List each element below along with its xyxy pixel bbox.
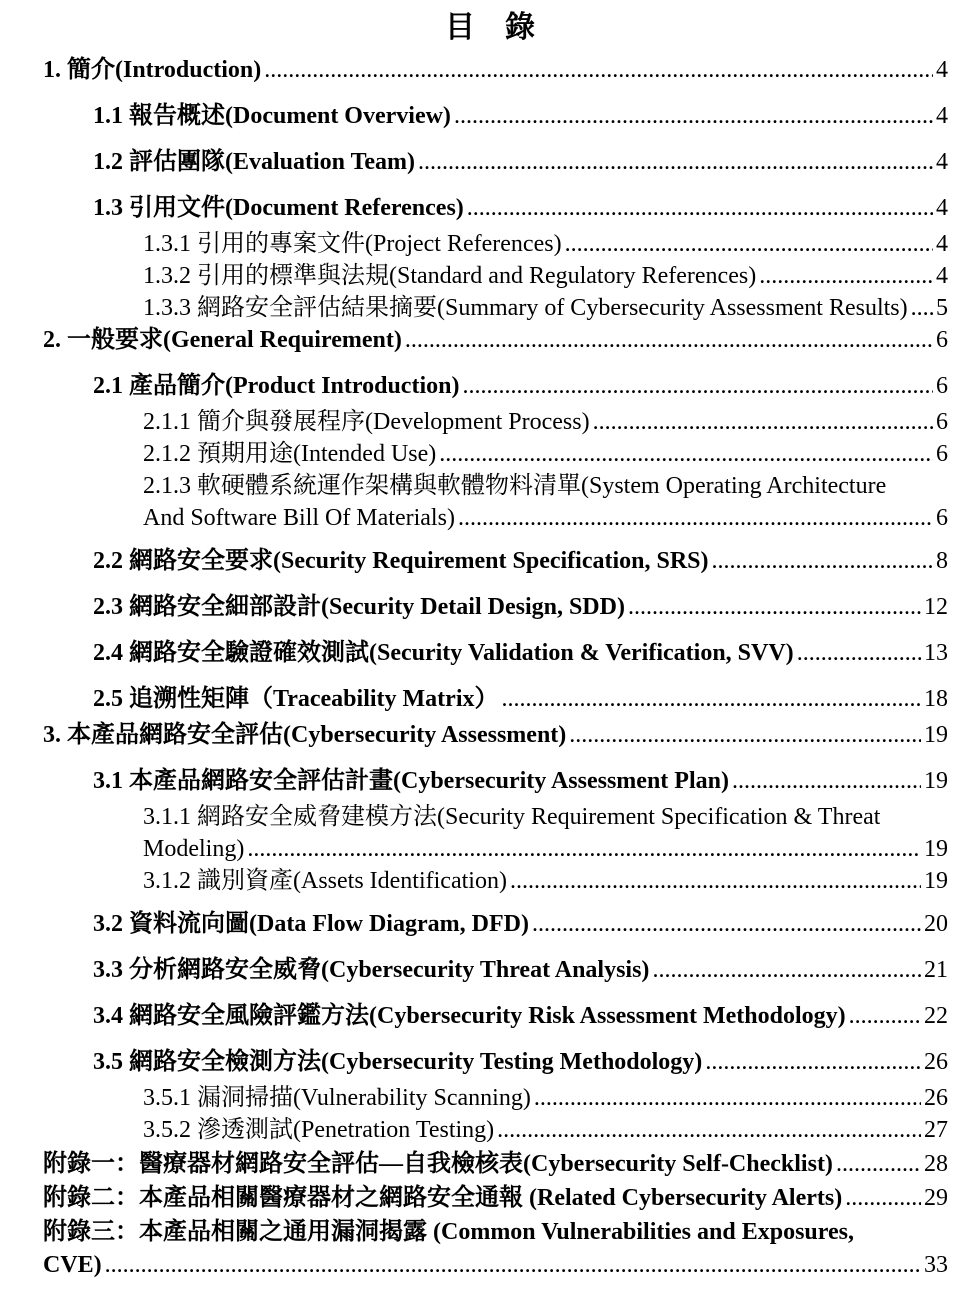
page-number: 4 [936,230,948,257]
dot-leader [759,260,933,292]
page-number: 6 [936,504,948,531]
toc-entry-title: 1.3.3 網路安全評估結果摘要(Summary of Cybersecurity Assessment Results) [143,294,908,321]
page-number: 6 [936,372,948,399]
toc-entry-2-3[interactable] [43,591,948,624]
toc-entry-2-4[interactable] [43,637,948,670]
toc-entry-3-4[interactable] [43,1000,948,1033]
toc-entry-title: 3.1.2 識別資產(Assets Identification) [143,867,507,894]
page-number: 21 [924,956,948,983]
toc-entry-title: 1.3.1 引用的專案文件(Project References) [143,230,562,257]
dot-leader [497,1114,921,1146]
toc-entry-3-1[interactable] [43,765,948,798]
toc-entry-title: 2.3 網路安全細部設計(Security Detail Design, SDD) [93,593,625,620]
toc-entry-1-3-2[interactable] [43,260,948,292]
toc-entry-title: 2.2 網路安全要求(Security Requirement Specification, SRS) [93,547,709,574]
page-number: 8 [936,547,948,574]
toc-entry-title: 3.3 分析網路安全威脅(Cybersecurity Threat Analysis) [93,956,650,983]
toc-entry-title: 2.1.2 預期用途(Intended Use) [143,440,437,467]
page-number: 19 [924,835,948,862]
toc-entry-title: 1.3.2 引用的標準與法規(Standard and Regulatory References) [143,262,757,289]
page-number: 22 [924,1002,948,1029]
dot-leader [454,100,933,133]
toc-entry-title: 附錄一：醫療器材網路安全評估—自我檢核表(Cybersecurity Self-Checklist) [43,1150,833,1177]
page-number: 6 [936,326,948,353]
toc-entry-1-3-3[interactable] [43,292,948,324]
page-number: 4 [936,262,948,289]
toc-entry-3-5[interactable] [43,1046,948,1079]
page-number: 4 [936,56,948,83]
dot-leader [247,833,921,865]
toc-entry-2-2[interactable] [43,545,948,578]
page-number: 26 [924,1048,948,1075]
dot-leader [502,683,922,716]
page-number: 18 [924,685,948,712]
page-number: 13 [924,639,948,666]
toc-entry-title: 3.5.2 滲透測試(Penetration Testing) [143,1116,495,1143]
toc-entry-title: 2.5 追溯性矩陣（Traceability Matrix） [93,685,499,712]
page-number: 33 [924,1251,948,1278]
toc-entry-3-3[interactable] [43,954,948,987]
dot-leader [458,502,933,534]
dot-leader [467,192,933,225]
toc-entry-title-continued: And Software Bill Of Materials) [143,504,455,531]
page-number: 26 [924,1084,948,1111]
dot-leader [705,1046,921,1079]
dot-leader [565,228,933,260]
page-number: 20 [924,910,948,937]
page-number: 12 [924,593,948,620]
toc-entry-title: 附錄二：本產品相關醫療器材之網路安全通報 (Related Cybersecurity Alerts) [43,1184,843,1211]
toc-entry-title: 3.1 本產品網路安全評估計畫(Cybersecurity Assessment Plan) [93,767,729,794]
dot-leader [628,591,921,624]
toc-entry-appendix-3[interactable] [43,1216,948,1282]
page-number: 27 [924,1116,948,1143]
dot-leader [264,54,933,87]
toc-entry-3[interactable] [43,719,948,752]
dot-leader [439,438,933,470]
dot-leader [836,1148,921,1181]
page-number: 28 [924,1150,948,1177]
toc-entry-title-continued: CVE) [43,1251,102,1278]
toc-entry-2-1-3[interactable] [43,470,948,534]
toc-entry-3-1-2[interactable] [43,865,948,897]
dot-leader [569,719,921,752]
toc-entry-title: 1.1 報告概述(Document Overview) [93,102,451,129]
toc-entry-3-5-1[interactable] [43,1082,948,1114]
toc-entry-1[interactable] [43,54,948,87]
toc-entry-title: 2. 一般要求(General Requirement) [43,326,402,353]
toc-entry-title: 1.2 評估團隊(Evaluation Team) [93,148,416,175]
toc-entry-title: 2.1.1 簡介與發展程序(Development Process) [143,408,590,435]
dot-leader [105,1249,921,1282]
toc-entry-title: 2.4 網路安全驗證確效測試(Security Validation & Verification, SVV) [93,639,794,666]
page-number: 6 [936,408,948,435]
dot-leader [732,765,921,798]
page-number: 5 [936,294,948,321]
toc-entry-3-1-1[interactable] [43,801,948,865]
toc-entry-2-1[interactable] [43,370,948,403]
dot-leader [849,1000,921,1033]
page-number: 19 [924,721,948,748]
toc-entry-title-continued: Modeling) [143,835,245,862]
toc-entry-title: 3.2 資料流向圖(Data Flow Diagram, DFD) [93,910,529,937]
toc-entry-title: 2.1.3 軟硬體系統運作架構與軟體物料清單(System Operating Architecture [143,472,887,499]
dot-leader [652,954,921,987]
page-number: 4 [936,194,948,221]
toc-entry-title: 3.5 網路安全檢測方法(Cybersecurity Testing Methodology) [93,1048,703,1075]
dot-leader [845,1182,921,1215]
page-number: 19 [924,867,948,894]
toc-entry-1-2[interactable] [43,146,948,179]
dot-leader [797,637,921,670]
toc-entry-2[interactable] [43,324,948,357]
dot-leader [462,370,933,403]
dot-leader [418,146,933,179]
page-number: 4 [936,148,948,175]
toc-entry-title: 1. 簡介(Introduction) [43,56,262,83]
toc-entry-1-3-1[interactable] [43,228,948,260]
dot-leader [510,865,921,897]
dot-leader [712,545,933,578]
toc-entry-title: 3.1.1 網路安全威脅建模方法(Security Requirement Specification & Threat [143,803,881,830]
page-number: 29 [924,1184,948,1211]
toc-entry-title: 1.3 引用文件(Document References) [93,194,464,221]
toc-entry-title: 3. 本產品網路安全評估(Cybersecurity Assessment) [43,721,567,748]
toc-entry-3-5-2[interactable] [43,1114,948,1146]
toc-entry-2-1-2[interactable] [43,438,948,470]
dot-leader [532,908,921,941]
toc-entry-appendix-1[interactable] [43,1148,948,1181]
toc-entry-1-3[interactable] [43,192,948,225]
toc-entry-appendix-2[interactable] [43,1182,948,1215]
toc-entry-2-1-1[interactable] [43,406,948,438]
toc-entry-title: 3.4 網路安全風險評鑑方法(Cybersecurity Risk Assessment Methodology) [93,1002,846,1029]
page-number: 4 [936,102,948,129]
dot-leader [593,406,933,438]
page-number: 19 [924,767,948,794]
toc-entry-3-2[interactable] [43,908,948,941]
toc-entry-1-1[interactable] [43,100,948,133]
toc-heading: 目 錄 [445,11,535,44]
dot-leader [911,292,933,324]
dot-leader [534,1082,921,1114]
toc-entry-title: 2.1 產品簡介(Product Introduction) [93,372,460,399]
page-number: 6 [936,440,948,467]
dot-leader [405,324,933,357]
toc-entry-title: 3.5.1 漏洞掃描(Vulnerability Scanning) [143,1084,531,1111]
toc-entry-title: 附錄三：本產品相關之通用漏洞揭露 (Common Vulnerabilities and Exposures, [43,1218,854,1245]
toc-entry-2-5[interactable] [43,683,948,716]
table-of-contents [43,54,948,1282]
